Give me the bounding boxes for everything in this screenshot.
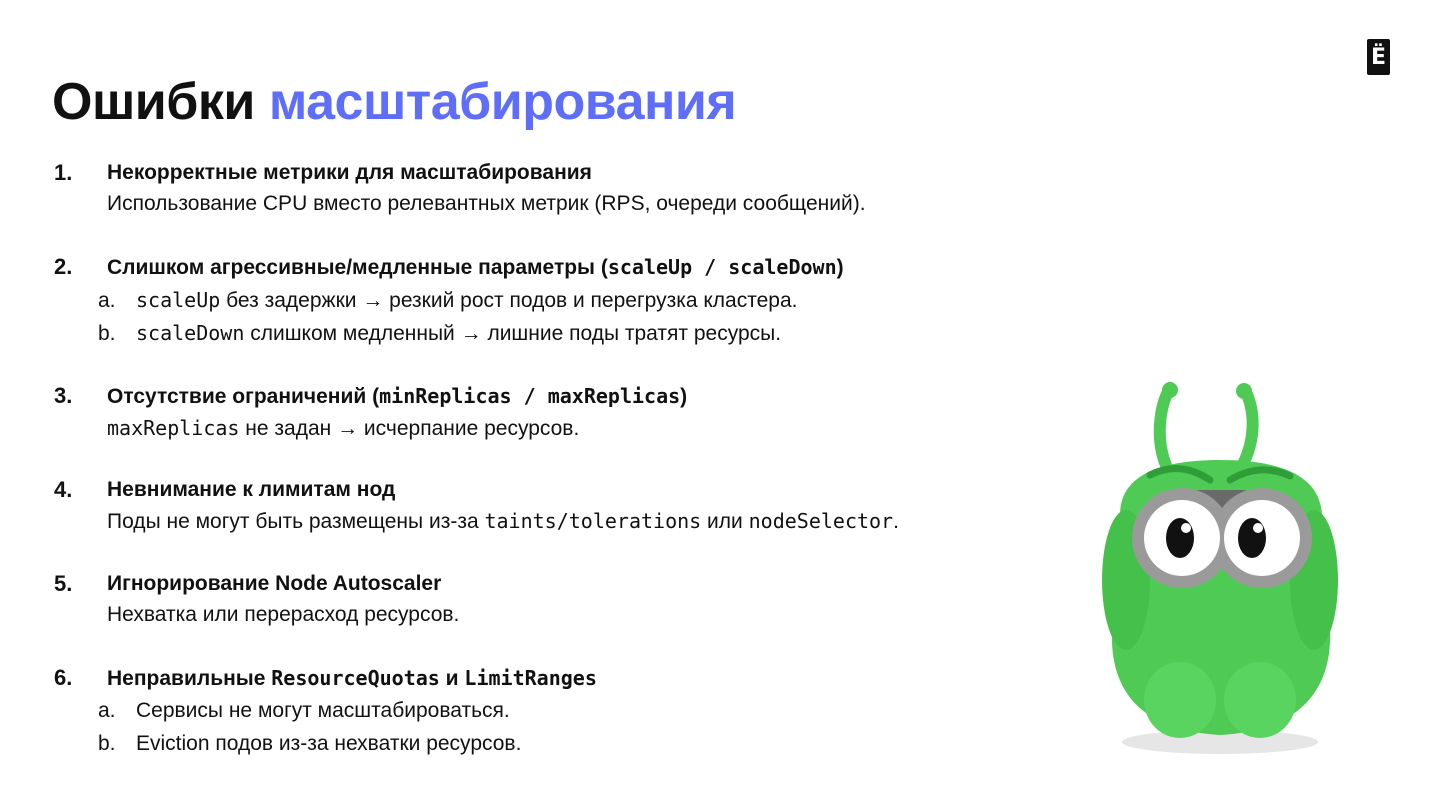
desc-code: nodeSelector bbox=[748, 509, 894, 533]
desc-text: или bbox=[701, 510, 749, 533]
heading-text: Неправильные bbox=[107, 667, 272, 690]
item-heading bbox=[107, 254, 844, 281]
heading-text: ) bbox=[680, 385, 688, 408]
item-number: 5. bbox=[54, 571, 73, 596]
desc-text: не задан → исчерпание ресурсов. bbox=[239, 417, 580, 440]
desc-text: Поды не могут быть размещены из-за bbox=[107, 510, 485, 533]
sub-letter: b. bbox=[98, 322, 116, 345]
item-description: Нехватка или перерасход ресурсов. bbox=[107, 603, 460, 626]
sub-letter: a. bbox=[98, 289, 116, 312]
sub-text: Сервисы не могут масштабироваться. bbox=[136, 699, 510, 722]
heading-text: ) bbox=[836, 256, 844, 279]
title-main: Ошибки bbox=[52, 73, 269, 131]
brand-logo: Ё bbox=[1367, 39, 1390, 75]
desc-code: taints/tolerations bbox=[484, 509, 702, 533]
item-heading bbox=[107, 665, 597, 692]
item-heading: Игнорирование Node Autoscaler bbox=[107, 572, 442, 595]
sub-text: Eviction подов из-за нехватки ресурсов. bbox=[136, 732, 522, 755]
heading-text: Слишком агрессивные/медленные параметры ( bbox=[107, 256, 608, 279]
sub-item bbox=[98, 287, 797, 314]
heading-code: minReplicas / maxReplicas bbox=[379, 384, 681, 408]
page-title bbox=[52, 70, 736, 134]
sub-item bbox=[98, 320, 781, 347]
item-number: 2. bbox=[54, 254, 73, 279]
sub-text: без задержки → резкий рост подов и перегрузка кластера. bbox=[220, 289, 798, 312]
heading-code: ResourceQuotas bbox=[271, 666, 440, 690]
item-number: 4. bbox=[54, 477, 73, 502]
item-number: 6. bbox=[54, 665, 73, 690]
heading-code: LimitRanges bbox=[464, 666, 597, 690]
sub-letter: b. bbox=[98, 732, 116, 755]
sub-item bbox=[98, 698, 510, 724]
item-heading bbox=[107, 383, 687, 410]
item-heading: Невнимание к лимитам нод bbox=[107, 478, 396, 501]
sub-text: слишком медленный → лишние поды тратят ресурсы. bbox=[244, 322, 782, 345]
sub-code: scaleDown bbox=[136, 321, 245, 345]
desc-text: . bbox=[893, 510, 899, 533]
item-description bbox=[107, 508, 899, 535]
sub-item bbox=[98, 731, 521, 757]
sub-letter: a. bbox=[98, 699, 116, 722]
heading-text: и bbox=[439, 667, 465, 690]
heading-code: scaleUp / scaleDown bbox=[607, 255, 837, 279]
item-description: Использование CPU вместо релевантных метрик (RPS, очереди сообщений). bbox=[107, 192, 866, 215]
item-description bbox=[107, 415, 579, 442]
item-heading: Некорректные метрики для масштабирования bbox=[107, 161, 592, 184]
title-accent: масштабирования bbox=[268, 73, 737, 131]
alien-mascot-icon bbox=[1090, 380, 1350, 760]
item-number: 1. bbox=[54, 160, 73, 185]
item-number: 3. bbox=[54, 383, 73, 408]
sub-code: scaleUp bbox=[136, 288, 221, 312]
heading-text: Отсутствие ограничений ( bbox=[107, 385, 380, 408]
desc-code: maxReplicas bbox=[107, 416, 240, 440]
